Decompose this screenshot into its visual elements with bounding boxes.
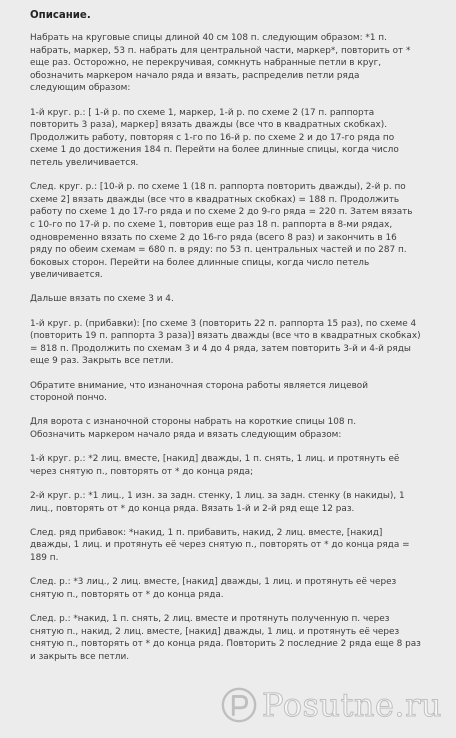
paragraph-11: [30, 576, 438, 601]
text-line: Набрать на круговые спицы длиной 40 см 108 п. следующим образом: *1 п.: [30, 33, 387, 43]
text-line: снятую п., повторять от * до конца ряда. Повторить 2 последние 2 ряда еще 8 раз: [30, 639, 421, 650]
text-line: схеме 2] вязать дважды (все что в квадратных скобках) = 188 п. Продолжить: [30, 194, 400, 205]
posutne-logo-icon: [220, 686, 258, 724]
text-line: След. ряд прибавок: *накид, 1 п. прибавить, накид, 2 лиц. вместе, [накид]: [30, 527, 383, 538]
text-line: стороной пончо.: [30, 393, 107, 404]
text-line: След. р.: *3 лиц., 2 лиц. вместе, [накид] дважды, 1 лиц. и протянуть её через: [30, 577, 397, 588]
text-line: следующим образом:: [30, 83, 131, 94]
paragraph-4: [30, 293, 438, 306]
paragraph-7: [30, 416, 438, 441]
paragraph-1: [30, 32, 438, 95]
text-line: 189 п.: [30, 552, 59, 563]
text-line: След. р.: *накид, 1 п. снять, 2 лиц. вместе и протянуть полученную п. через: [30, 613, 390, 624]
text-line: увеличивается.: [30, 270, 103, 281]
text-line: повторить 3 раза), маркер] вязать дважды (все что в квадратных скобках).: [30, 120, 388, 131]
text-line: Для ворота с изнаночной стороны набрать на короткие спицы 108 п.: [30, 417, 357, 428]
paragraph-6: [30, 380, 438, 405]
text-line: петель увеличивается.: [30, 157, 139, 168]
text-line: Обратите внимание, что изнаночная сторона работы является лицевой: [30, 380, 368, 391]
text-line: одновременно вязать по схеме 2 до 16-го ряда (всего 8 раз) и закончить в 16: [30, 232, 397, 243]
text-line: Продолжить работу, повторяя с 1-го по 16-й р. по схеме 2 и до 17-го ряда по: [30, 132, 395, 143]
paragraph-12: [30, 613, 438, 663]
text-line: через снятую п., повторять от * до конца ряда;: [30, 466, 254, 477]
text-line: схеме 1 до достижения 184 п. Перейти на более длинные спицы, когда число: [30, 145, 399, 156]
text-line: (повторить 19 п. раппорта 3 раза)] вязать дважды (все что в квадратных скобках): [30, 331, 421, 342]
text-line: лиц., повторять от * до конца ряда. Вязать 1-й и 2-й ряд еще 12 раз.: [30, 503, 355, 514]
text-line: обозначить маркером начало ряда и вязать, распределив петли ряда: [30, 70, 360, 81]
text-line: набрать, маркер, 53 п. набрать для центральной части, маркер*, повторить от *: [30, 45, 411, 56]
text-line: с 10-го по 17-й р. по схеме 1, повторив еще раз 18 п. раппорта в 8-ми рядах,: [30, 219, 393, 230]
watermark-text: Posutne.ru: [261, 686, 442, 724]
text-line: дважды, 1 лиц. и протянуть её через снятую п., повторять от * до конца ряда =: [30, 540, 410, 551]
paragraph-10: [30, 527, 438, 565]
text-line: 1-й круг. р.: [ 1-й р. по схеме 1, маркер, 1-й р. по схеме 2 (17 п. раппорта: [30, 107, 375, 118]
paragraph-8: [30, 453, 438, 478]
text-line: = 818 п. Продолжить по схемам 3 и 4 до 4 ряда, затем повторить 3-й и 4-й ряды: [30, 343, 411, 354]
document-heading: Описание.: [30, 10, 91, 21]
text-line: боковых сторон. Перейти на более длинные спицы, когда число петель: [30, 257, 370, 268]
text-line: След. круг. р.: [10-й р. по схеме 1 (18 п. раппорта повторить дважды), 2-й р. по: [30, 182, 406, 193]
text-line: снятую п., повторять от * до конца ряда.: [30, 589, 224, 600]
text-line: и закрыть все петли.: [30, 651, 130, 662]
paragraph-3: [30, 181, 438, 282]
watermark: [220, 686, 442, 724]
text-line: Дальше вязать по схеме 3 и 4.: [30, 294, 174, 305]
text-line: Обозначить маркером начало ряда и вязать следующим образом:: [30, 430, 342, 440]
paragraph-2: [30, 107, 438, 170]
text-line: 2-й круг. р.: *1 лиц., 1 изн. за задн. стенку, 1 лиц. за задн. стенку (в накиды), 1: [30, 490, 405, 501]
text-line: 1-й круг. р.: *2 лиц. вместе, [накид] дважды, 1 п. снять, 1 лиц. и протянуть её: [30, 454, 400, 465]
paragraph-9: [30, 490, 438, 515]
text-line: 1-й круг. р. (прибавки): [по схеме 3 (повторить 22 п. раппорта 15 раз), по схеме 4: [30, 318, 417, 329]
text-line: снятую п., накид, 2 лиц. вместе, [накид] дважды, 1 лиц. и протянуть её через: [30, 626, 400, 637]
paragraph-5: [30, 318, 438, 368]
text-line: работу по схеме 1 до 17-го ряда и по схеме 2 до 9-го ряда = 220 п. Затем вязать: [30, 207, 413, 218]
text-line: ряду по обеим схемам = 680 п. в ряду: по 53 п. центральных частей и по 287 п.: [30, 245, 407, 256]
text-line: еще 9 раз. Закрыть все петли.: [30, 356, 174, 367]
text-line: еще раз. Осторожно, не перекручивая, сомкнуть набранные петли в круг,: [30, 58, 382, 69]
